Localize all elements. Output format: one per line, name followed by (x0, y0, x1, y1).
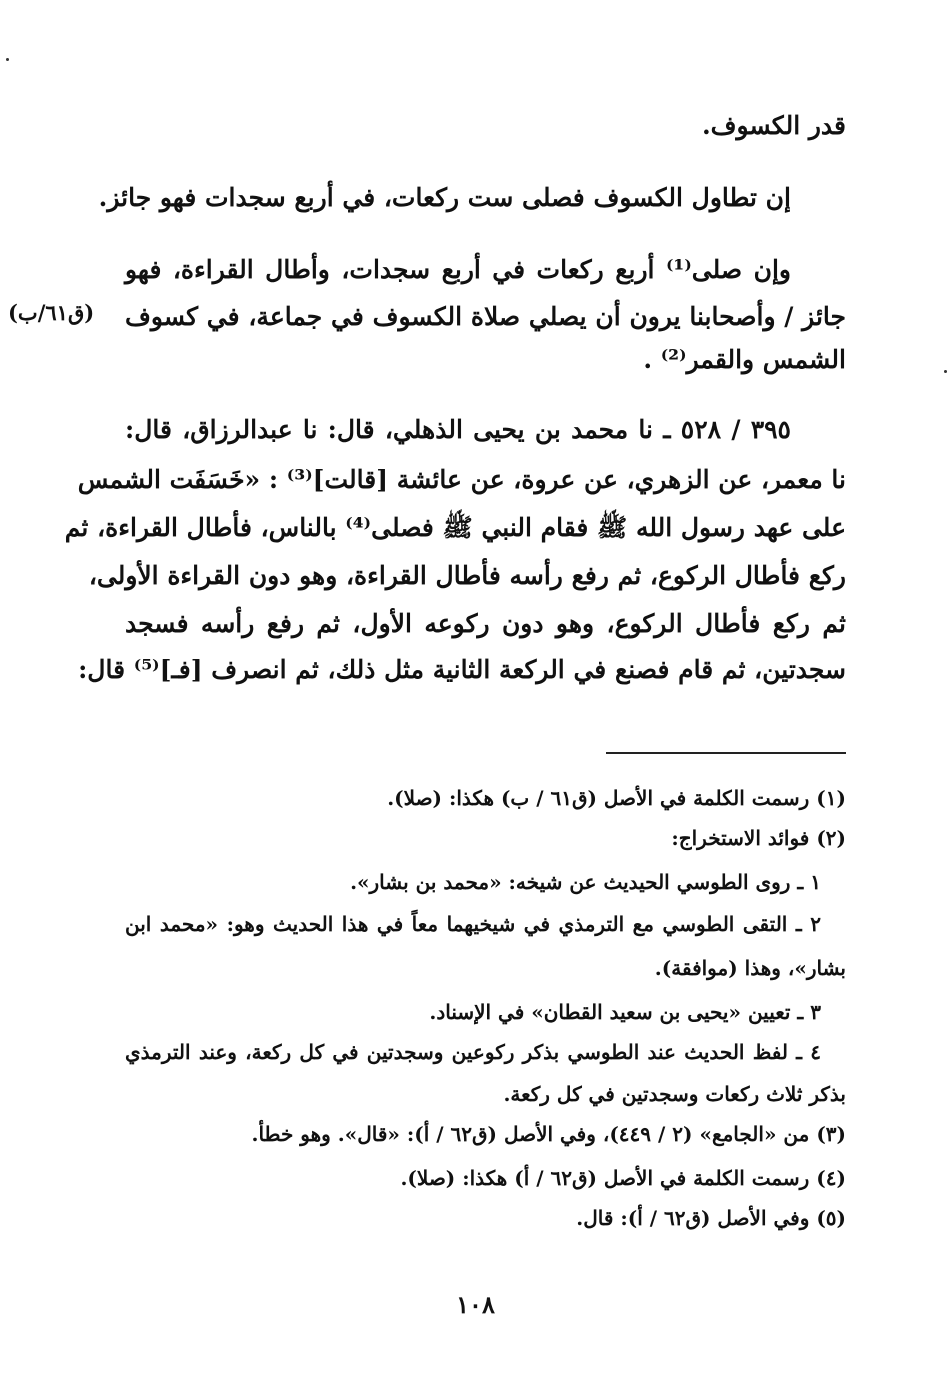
footnote-2-item-3: ٣ ـ تعيين «يحيى بن سعيد القطان» في الإسناد. (429, 1000, 821, 1024)
page-number: ١٠٨ (456, 1290, 495, 1319)
hadith-isnad-line: ٣٩٥ / ٥٢٨ ـ نا محمد بن يحيى الذهلي، قال: نا عبدالرزاق، قال: (125, 415, 791, 444)
body-line-11: سجدتين، ثم قام فصنع في الركعة الثانية مثل ذلك، ثم انصرف [فـ]⁽⁵⁾ قال: (78, 655, 846, 684)
footnote-2-item-1: ١ ـ روى الطوسي الحيديث عن شيخه: «محمد بن بشار». (350, 870, 821, 894)
footnote-5: (٥) وفي الأصل (ق٦٢ / أ): قال. (576, 1206, 846, 1230)
scan-speck (944, 370, 947, 373)
body-line-4: جائز / وأصحابنا يرون أن يصلي صلاة الكسوف في جماعة، في كسوف (125, 302, 846, 331)
footnote-3: (٣) من «الجامع» (٢ / ٤٤٩)، وفي الأصل (ق٦٢ / أ): «قال». وهو خطأ. (251, 1122, 846, 1146)
body-line-5: الشمس والقمر⁽²⁾ . (643, 345, 846, 374)
footnote-2-item-4: ٤ ـ لفظ الحديث عند الطوسي بذكر ركوعين وسجدتين في كل ركعة، وعند الترمذي (125, 1040, 821, 1064)
body-line-10: ثم ركع فأطال الركوع، وهو دون ركوعه الأول، ثم رفع رأسه فسجد (125, 609, 846, 638)
footnote-4: (٤) رسمت الكلمة في الأصل (ق٦٢ / أ) هكذا: (صلا). (400, 1166, 846, 1190)
body-line-8: على عهد رسول الله ﷺ فقام النبي ﷺ فصلى⁽⁴⁾ بالناس، فأطال القراءة، ثم (64, 513, 846, 542)
footnote-1: (١) رسمت الكلمة في الأصل (ق٦١ / ب) هكذا: (صلا). (387, 786, 846, 810)
body-line-9: ركع فأطال الركوع، ثم رفع رأسه فأطال القراءة، وهو دون القراءة الأولى، (88, 561, 846, 590)
footnote-2-heading: (٢) فوائد الاستخراج: (671, 826, 846, 850)
body-line-7: نا معمر، عن الزهري، عن عروة، عن عائشة [قالت]⁽³⁾ : «خَسَفَت الشمس (77, 465, 846, 494)
footnote-separator (606, 752, 846, 754)
footnote-2-item-2-cont: بشار»، وهذا (موافقة). (654, 956, 846, 980)
body-line-3: وإن صلى⁽¹⁾ أربع ركعات في أربع سجدات، وأطال القراءة، فهو (125, 255, 791, 284)
scan-speck (6, 58, 9, 61)
body-line-2: إن تطاول الكسوف فصلى ست ركعات، في أربع سجدات فهو جائز. (98, 183, 791, 212)
footnote-2-item-4-cont: بذكر ثلاث ركعات وسجدتين في كل ركعة. (503, 1082, 846, 1106)
footnote-2-item-2: ٢ ـ التقى الطوسي مع الترمذي في شيخيهما معاً في هذا الحديث وهو: «محمد ابن (125, 912, 821, 936)
manuscript-folio-note: (ق٦١/ب) (8, 300, 95, 325)
body-line-1: قدر الكسوف. (701, 111, 846, 140)
